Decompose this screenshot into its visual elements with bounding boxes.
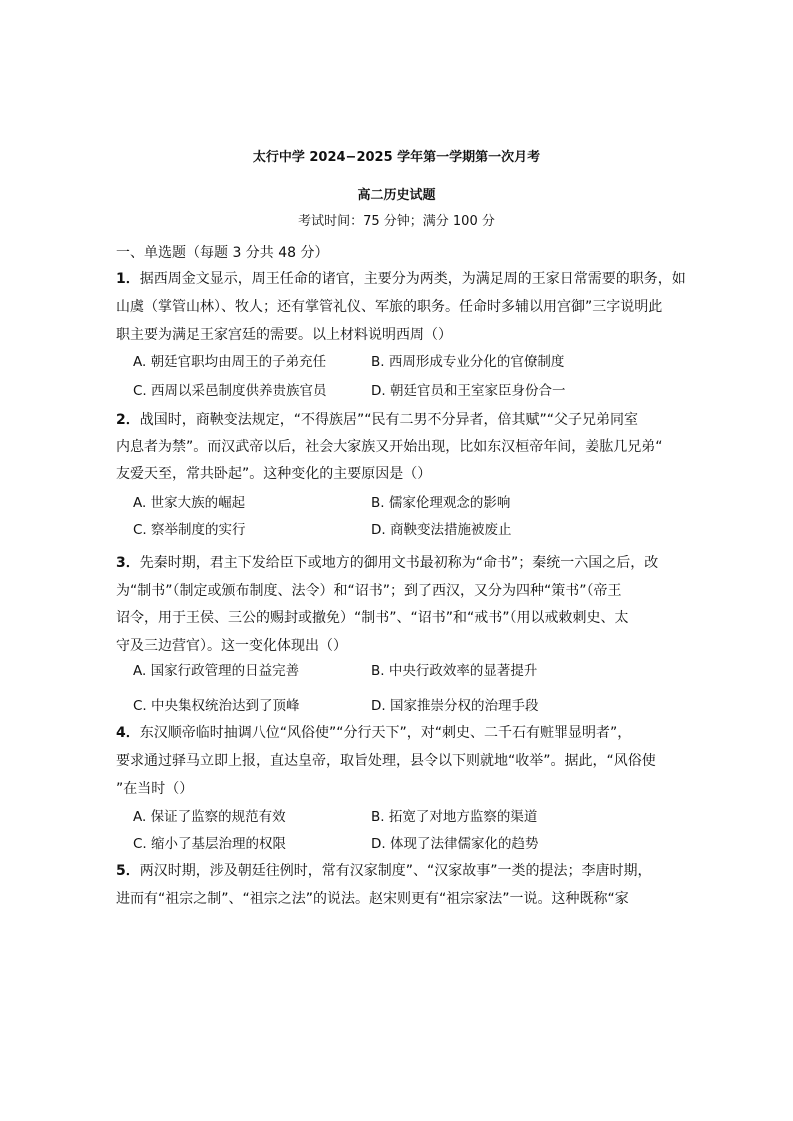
question-2-option-c: C. 察举制度的实行: [133, 522, 246, 538]
question-1-option-b: B. 西周形成专业分化的官僚制度: [371, 354, 565, 370]
question-4-option-a: A. 保证了监察的规范有效: [133, 809, 286, 825]
question-number: 3．: [116, 555, 140, 571]
question-3-option-c: C. 中央集权统治达到了顶峰: [133, 698, 300, 714]
section-heading: 一、单选题（每题 3 分共 48 分）: [116, 245, 329, 261]
question-text: 先秦时期，君主下发给臣下或地方的御用文书最初称为“命书”；秦统一六国之后，改: [139, 555, 659, 571]
question-2-option-a: A. 世家大族的崛起: [133, 495, 246, 511]
question-4-line-3: ”在当时（）: [116, 781, 194, 797]
question-number: 2．: [116, 412, 140, 428]
question-4-line-1: [116, 724, 631, 742]
question-number: 5．: [116, 863, 140, 879]
question-1-option-a: A. 朝廷官职均由周王的子弟充任: [133, 354, 327, 370]
question-2-option-d: D. 商鞅变法措施被废止: [371, 522, 512, 538]
question-4-option-b: B. 拓宽了对地方监察的渠道: [371, 809, 538, 825]
question-2-line-2: 内息者为禁”。而汉武帝以后，社会大家族又开始出现，比如东汉桓帝年间，姜肱几兄弟“: [116, 439, 663, 455]
question-1-line-1: [116, 270, 686, 288]
subject-title: 高二历史试题: [357, 188, 436, 203]
question-number: 1．: [116, 271, 140, 287]
question-4-option-d: D. 体现了法律儒家化的趋势: [371, 836, 539, 852]
question-text: 战国时，商鞅变法规定，“不得族居”“民有二男不分异者，倍其赋”“父子兄弟同室: [139, 412, 639, 428]
question-2-line-1: [116, 411, 638, 429]
question-3-option-a: A. 国家行政管理的日益完善: [133, 663, 300, 679]
question-2-option-b: B. 儒家伦理观念的影响: [371, 495, 511, 511]
question-1-option-c: C. 西周以采邑制度供养贵族官员: [133, 383, 327, 399]
question-4-option-c: C. 缩小了基层治理的权限: [133, 836, 287, 852]
question-3-line-3: 诏令，用于王侯、三公的赐封或撤免）“制书”、“诏书”和“戒书”（用以戒敕刺史、太: [116, 610, 629, 626]
question-5-line-1: [116, 862, 652, 880]
question-4-line-2: 要求通过驿马立即上报，直达皇帝，取旨处理，县令以下则就地“收举”。据此，“风俗使: [116, 753, 656, 769]
question-1-line-3: 职主要为满足王家宫廷的需要。以上材料说明西周（）: [116, 327, 452, 343]
question-text: 据西周金文显示，周王任命的诸官，主要分为两类，为满足周的王家日常需要的职务，如: [139, 271, 686, 287]
question-5-line-2: 进而有“祖宗之制”、“祖宗之法”的说法。赵宋则更有“祖宗家法”一说。这种既称“家: [116, 891, 629, 907]
question-number: 4．: [116, 725, 140, 741]
question-2-line-3: 友爱天至，常共卧起”。这种变化的主要原因是（）: [116, 466, 432, 482]
question-3-line-1: [116, 554, 658, 572]
question-3-line-2: 为“制书”（制定或颁布制度、法令）和“诏书”；到了西汉，又分为四种“策书”（帝王: [116, 583, 622, 599]
question-1-option-d: D. 朝廷官员和王室家臣身份合一: [371, 383, 566, 399]
question-text: 东汉顺帝临时抽调八位“风俗使”“分行天下”，对“刺史、二千石有赃罪显明者”，: [139, 725, 632, 741]
question-1-line-2: 山虞（掌管山林）、牧人；还有掌管礼仪、军旅的职务。任命时多辅以用宫御”三字说明此: [116, 299, 663, 315]
question-3-line-4: 守及三边营官）。这一变化体现出（）: [116, 638, 347, 654]
exam-info: 考试时间：75 分钟；满分 100 分: [298, 214, 495, 229]
question-3-option-b: B. 中央行政效率的显著提升: [371, 663, 538, 679]
exam-school-title: 太行中学 2024−2025 学年第一学期第一次月考: [252, 150, 541, 165]
question-3-option-d: D. 国家推崇分权的治理手段: [371, 698, 539, 714]
question-text: 两汉时期，涉及朝廷往例时，常有汉家制度”、“汉家故事”一类的提法；李唐时期，: [139, 863, 652, 879]
